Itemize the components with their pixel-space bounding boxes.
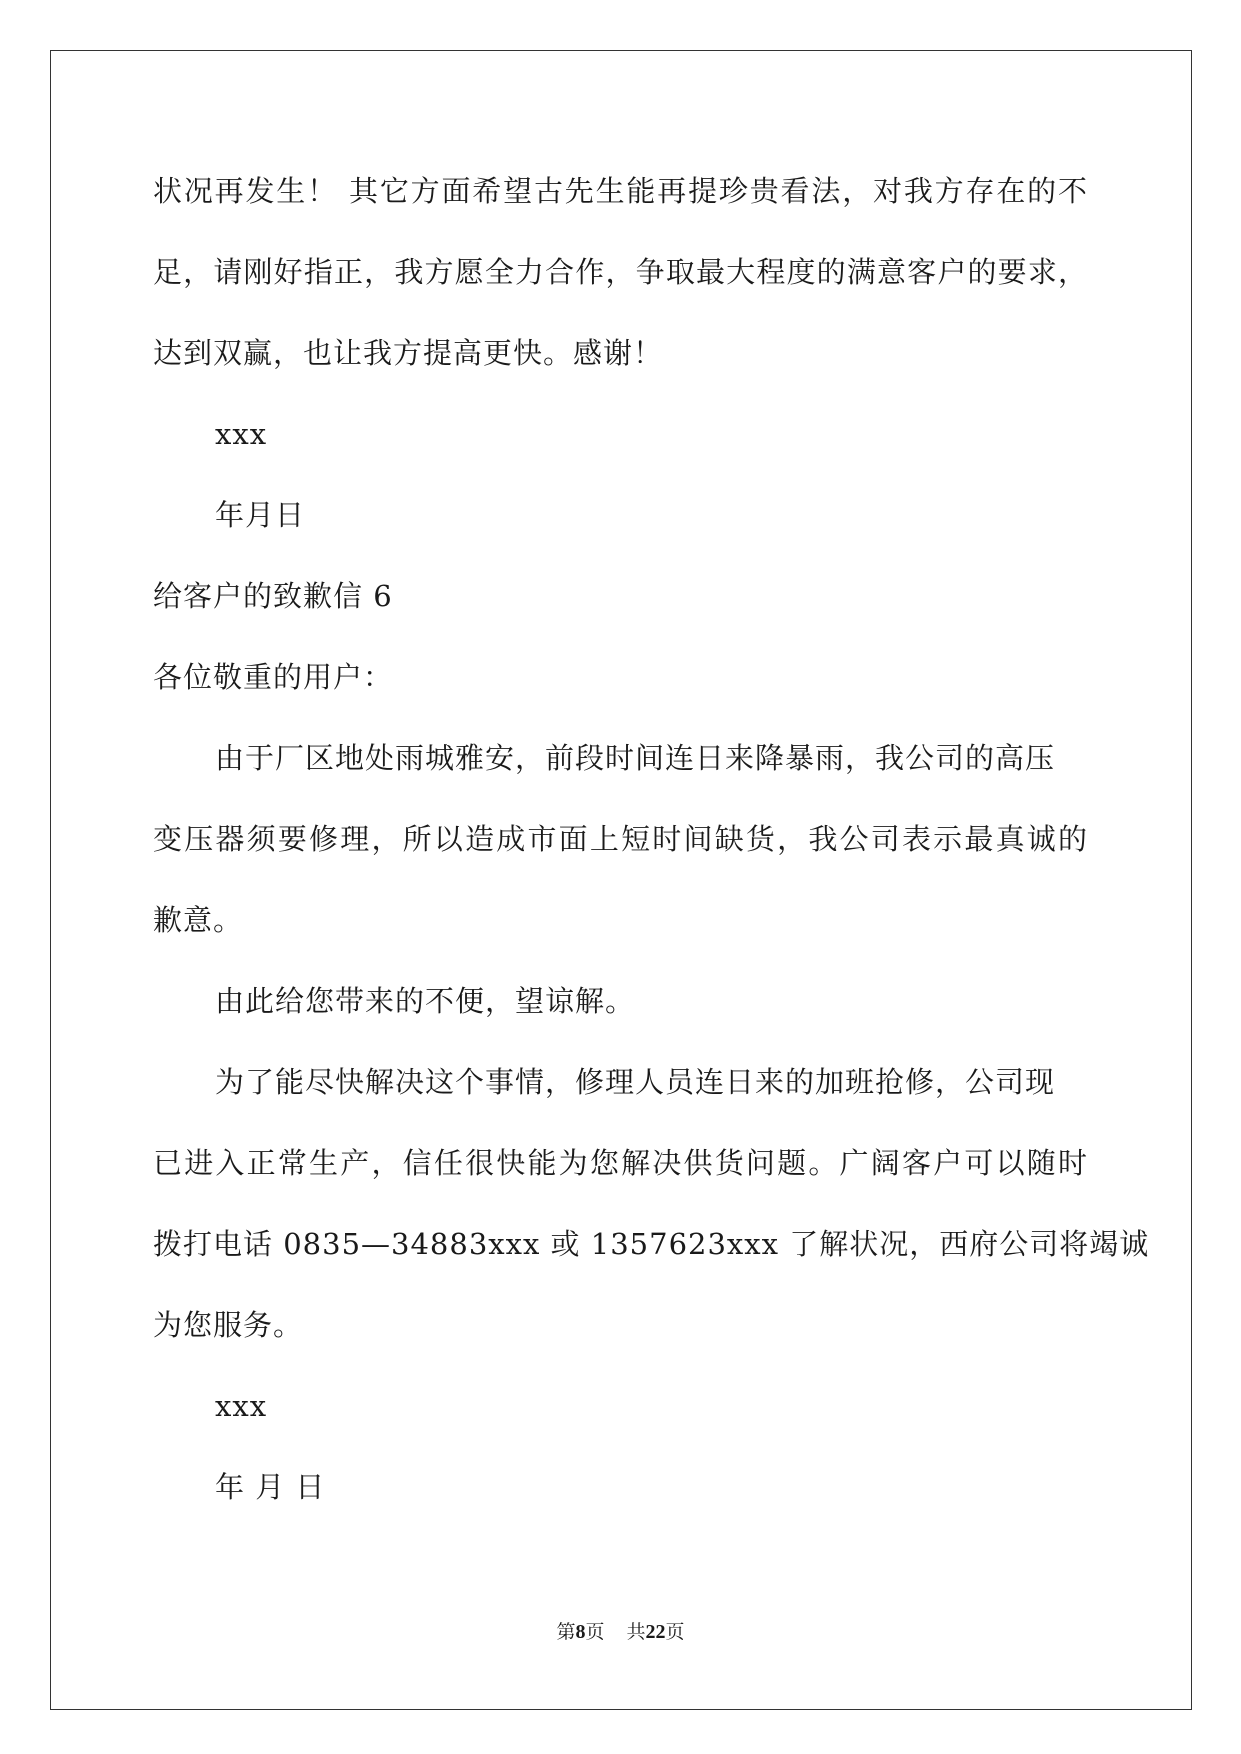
signature-name: xxx <box>215 417 268 451</box>
page-border <box>50 50 1192 1710</box>
page-suffix: 页 <box>585 1621 605 1643</box>
page-number: 8 <box>575 1621 586 1643</box>
body-line-2: 足，请刚好指正，我方愿全力合作，争取最大程度的满意客户的要求， <box>153 255 1088 289</box>
body-line-4: 由于厂区地处雨城雅安，前段时间连日来降暴雨，我公司的高压 <box>215 741 1056 775</box>
salutation: 各位敬重的用户： <box>153 660 394 694</box>
section-heading: 给客户的致歉信 6 <box>153 579 393 613</box>
body-line-11: 为您服务。 <box>153 1308 304 1342</box>
body-line-7: 由此给您带来的不便，望谅解。 <box>215 984 636 1018</box>
total-pages: 22 <box>645 1621 666 1643</box>
body-line-10: 拨打电话 0835—34883xxx 或 1357623xxx 了解状况，西府公司将竭诚 <box>153 1227 1150 1261</box>
body-line-8: 为了能尽快解决这个事情，修理人员连日来的加班抢修，公司现 <box>215 1065 1056 1099</box>
signature-date: 年月日 <box>215 498 306 532</box>
signature-name-2: xxx <box>215 1389 268 1423</box>
total-suffix: 页 <box>665 1621 685 1643</box>
page-prefix: 第 <box>556 1621 576 1643</box>
body-line-6: 歉意。 <box>153 903 244 937</box>
body-line-3: 达到双赢，也让我方提高更快。感谢！ <box>153 336 664 370</box>
body-line-9: 已进入正常生产，信任很快能为您解决供货问题。广阔客户可以随时 <box>153 1146 1088 1180</box>
signature-date-2: 年 月 日 <box>215 1470 326 1504</box>
total-prefix: 共 <box>626 1621 646 1643</box>
page-footer <box>0 1620 1241 1644</box>
body-line-5: 变压器须要修理，所以造成市面上短时间缺货，我公司表示最真诚的 <box>153 822 1088 856</box>
body-line-1: 状况再发生！ 其它方面希望古先生能再提珍贵看法，对我方存在的不 <box>153 174 1088 208</box>
